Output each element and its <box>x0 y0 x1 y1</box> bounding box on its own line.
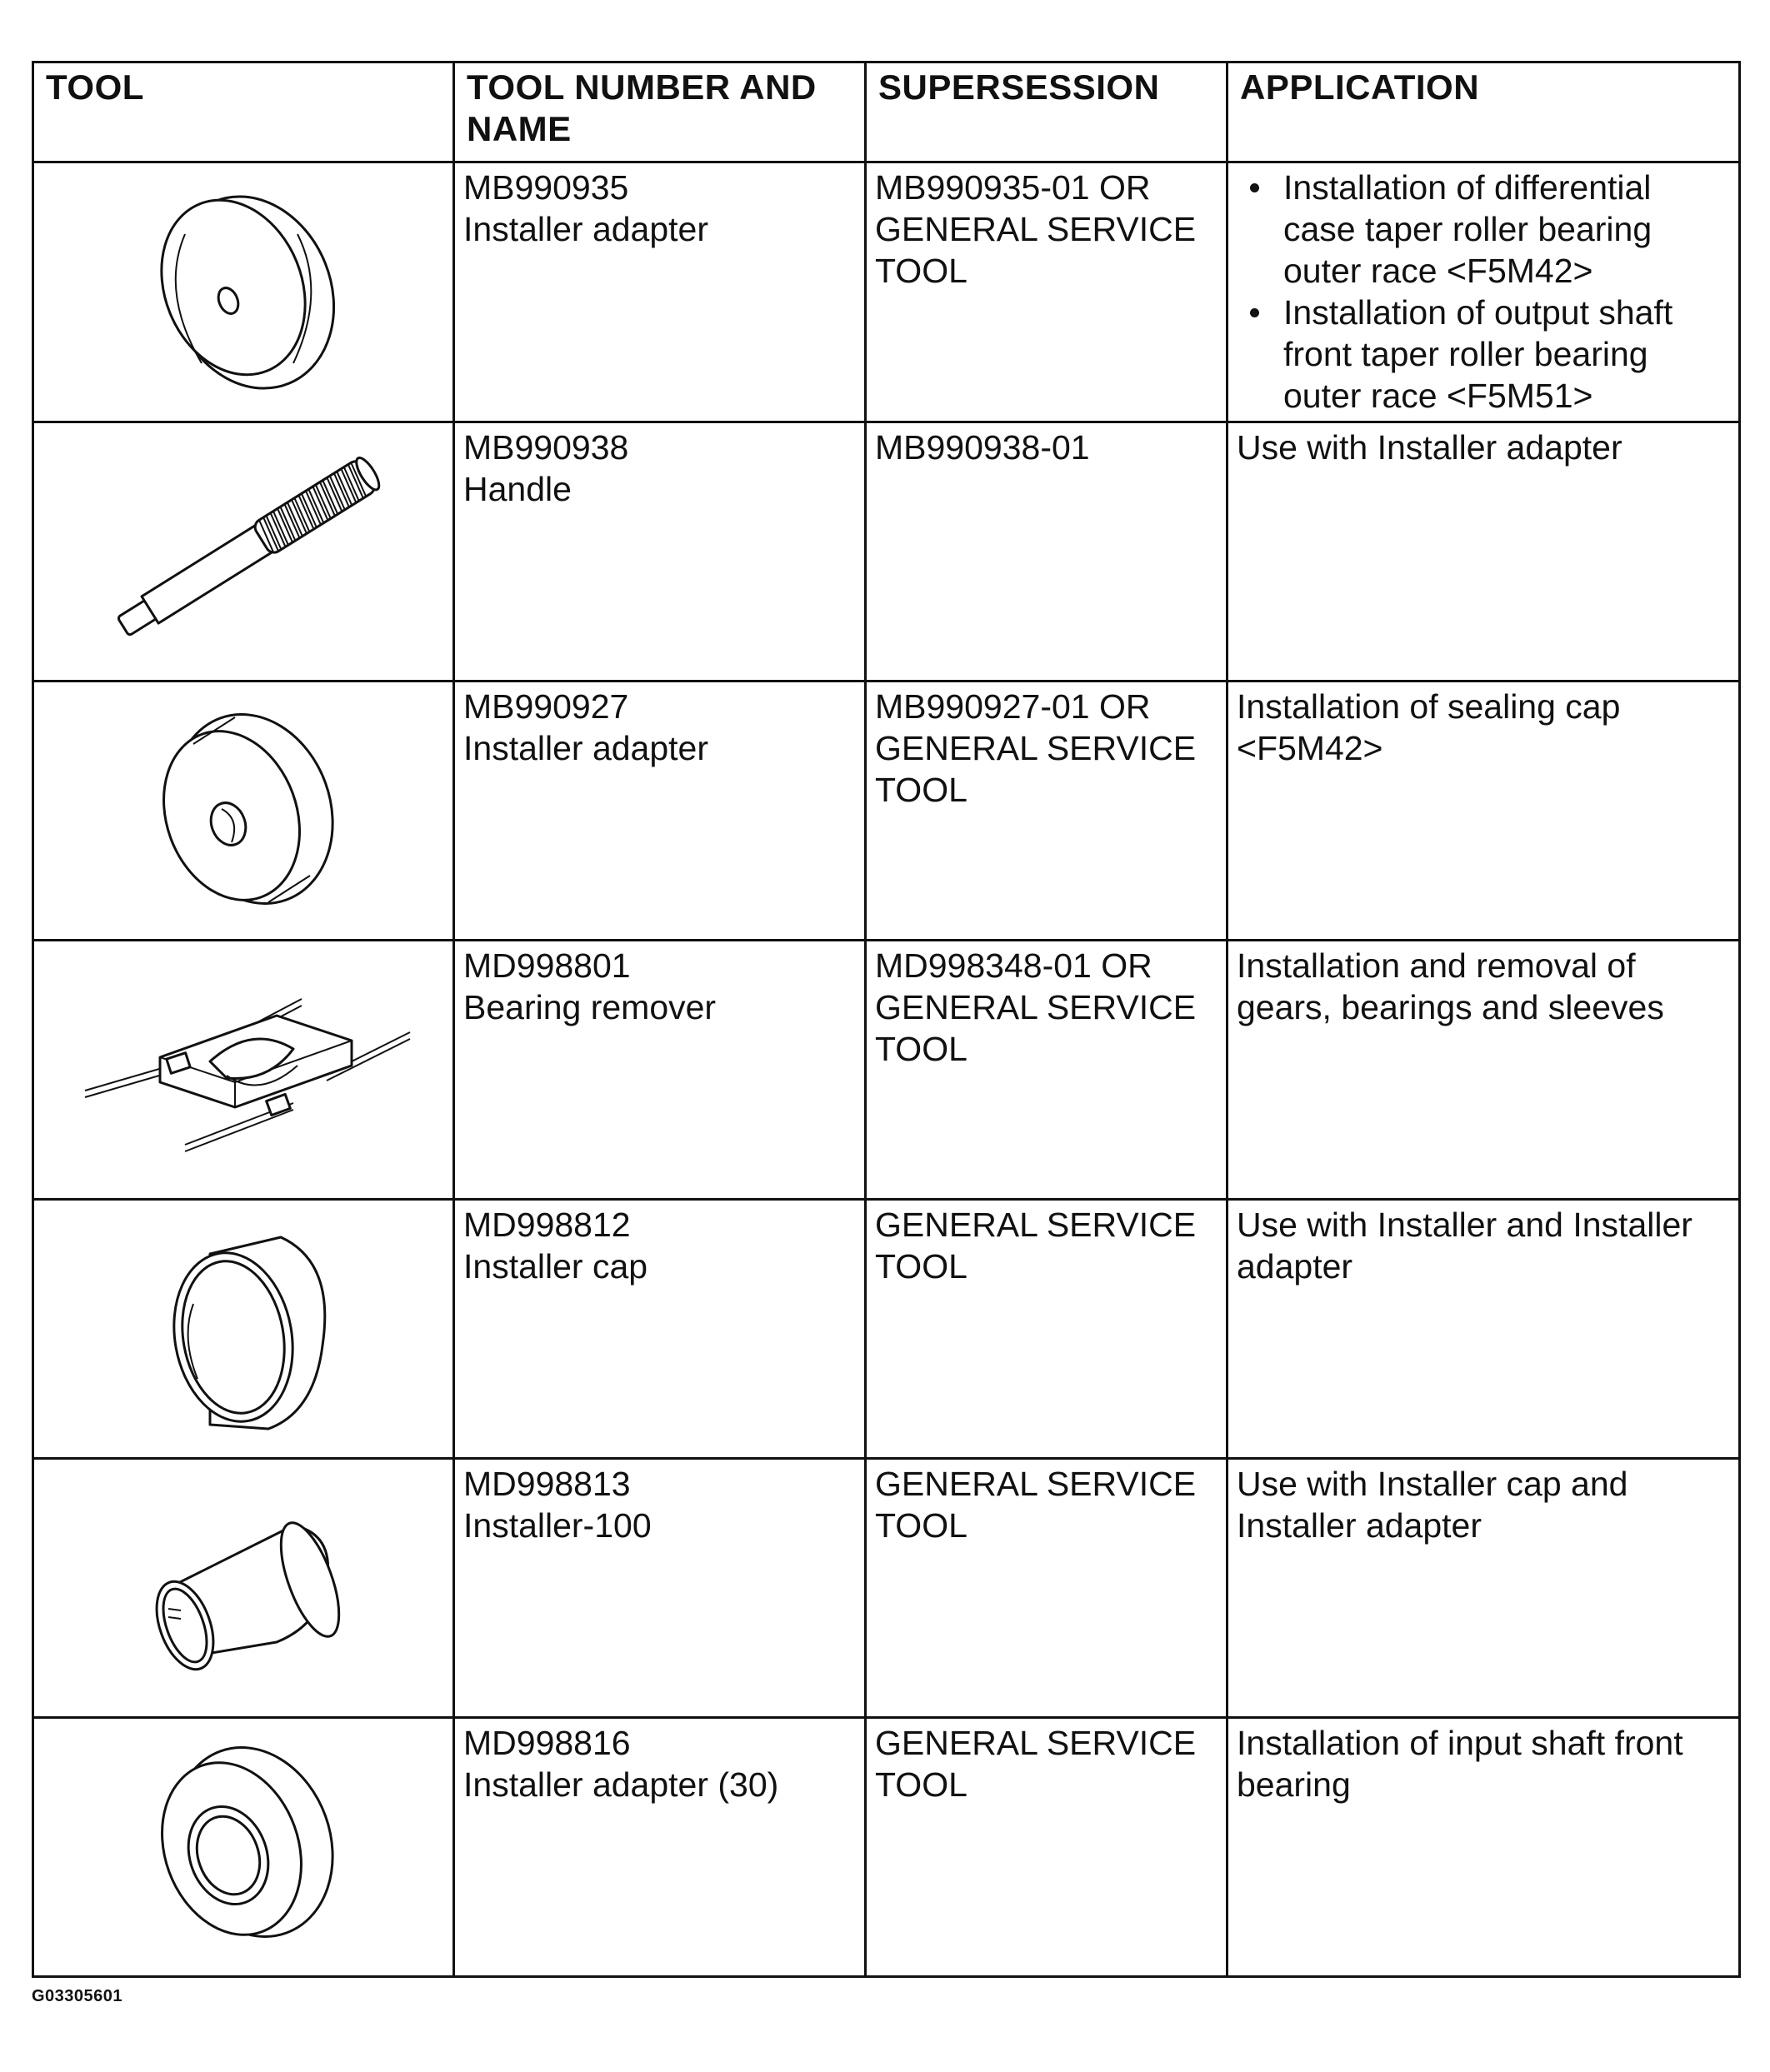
header-supersession: SUPERSESSION <box>866 62 1228 162</box>
application-cell <box>1228 1718 1740 1977</box>
tool-image-cell <box>33 162 454 422</box>
application-line: Installation and removal of <box>1237 946 1636 985</box>
header-application: APPLICATION <box>1228 62 1740 162</box>
tool-number: MD998816 <box>463 1724 631 1762</box>
tool-number-name-cell <box>454 1718 866 1977</box>
tool-name: Installer-100 <box>463 1506 652 1545</box>
tool-image-cell <box>33 941 454 1200</box>
tool-name: Installer adapter <box>463 729 709 767</box>
table-row <box>33 422 1740 682</box>
supersession-line: TOOL <box>875 771 968 809</box>
bearing-remover-icon <box>60 966 427 1174</box>
application-line: Use with Installer adapter <box>1237 428 1622 467</box>
handle-rod-icon <box>68 447 418 656</box>
special-tools-table <box>32 61 1741 1978</box>
supersession-line: GENERAL SERVICE <box>875 729 1197 767</box>
tool-number-name-cell <box>454 941 866 1200</box>
supersession-line: MD998348-01 OR <box>875 946 1152 985</box>
application-cell <box>1228 941 1740 1200</box>
supersession-line: GENERAL SERVICE <box>875 1206 1197 1244</box>
application-line: Installation of input shaft front <box>1237 1724 1683 1762</box>
table-row <box>33 1718 1740 1977</box>
tool-image-cell <box>33 422 454 682</box>
supersession-cell <box>866 162 1228 422</box>
tool-image-cell <box>33 682 454 941</box>
tool-number-name-cell <box>454 682 866 941</box>
tool-image-cell <box>33 1459 454 1718</box>
application-line: front taper roller bearing <box>1283 335 1648 373</box>
application-line: case taper roller bearing <box>1283 210 1652 248</box>
table-row <box>33 1200 1740 1459</box>
supersession-cell <box>866 422 1228 682</box>
supersession-line: MB990935-01 OR <box>875 168 1151 207</box>
tool-number: MD998812 <box>463 1206 631 1244</box>
tool-number: MD998813 <box>463 1465 631 1503</box>
installer-adapter-cup-icon <box>135 694 352 927</box>
tool-name: Installer cap <box>463 1247 648 1286</box>
supersession-cell <box>866 682 1228 941</box>
supersession-line: GENERAL SERVICE <box>875 1724 1197 1762</box>
application-line: Use with Installer and Installer <box>1237 1206 1692 1244</box>
application-cell <box>1228 422 1740 682</box>
supersession-line: MB990927-01 OR <box>875 687 1151 726</box>
table-row <box>33 1459 1740 1718</box>
supersession-line: TOOL <box>875 252 968 290</box>
tool-name: Handle <box>463 470 572 508</box>
figure-code: G03305601 <box>32 1987 123 2005</box>
installer-sleeve-icon <box>127 1484 360 1692</box>
installer-adapter-ring-icon <box>135 1730 352 1964</box>
supersession-cell <box>866 1718 1228 1977</box>
tool-name: Installer adapter <box>463 210 709 248</box>
tool-number: MB990938 <box>463 428 629 467</box>
application-line: Installer adapter <box>1237 1506 1482 1545</box>
supersession-line: MB990938-01 <box>875 428 1090 467</box>
application-line: Installation of differential <box>1283 168 1652 207</box>
supersession-line: GENERAL SERVICE <box>875 988 1197 1026</box>
table-row <box>33 162 1740 422</box>
installer-cap-icon <box>135 1212 352 1445</box>
tool-number-name-cell <box>454 1459 866 1718</box>
application-line: bearing <box>1237 1765 1351 1804</box>
supersession-line: TOOL <box>875 1506 968 1545</box>
supersession-line: GENERAL SERVICE <box>875 1465 1197 1503</box>
installer-adapter-disc-icon <box>135 176 352 409</box>
application-bullet <box>1283 292 1730 417</box>
application-line: adapter <box>1237 1247 1353 1286</box>
supersession-cell <box>866 941 1228 1200</box>
application-line: outer race <F5M51> <box>1283 377 1593 415</box>
supersession-line: GENERAL SERVICE <box>875 210 1197 248</box>
supersession-line: TOOL <box>875 1765 968 1804</box>
header-row <box>33 62 1740 162</box>
tool-name: Bearing remover <box>463 988 717 1026</box>
application-line: Use with Installer cap and <box>1237 1465 1628 1503</box>
application-cell <box>1228 1459 1740 1718</box>
application-cell <box>1228 1200 1740 1459</box>
tool-number: MB990935 <box>463 168 629 207</box>
table-row <box>33 682 1740 941</box>
header-tool-number-and-name: TOOL NUMBER AND NAME <box>454 62 866 162</box>
tool-name: Installer adapter (30) <box>463 1765 779 1804</box>
application-line: gears, bearings and sleeves <box>1237 988 1664 1026</box>
application-line: outer race <F5M42> <box>1283 252 1593 290</box>
header-tool: TOOL <box>33 62 454 162</box>
supersession-cell <box>866 1200 1228 1459</box>
application-bullet <box>1283 167 1730 292</box>
tool-number-name-cell <box>454 162 866 422</box>
supersession-line: TOOL <box>875 1030 968 1068</box>
tool-number: MD998801 <box>463 946 631 985</box>
application-line: Installation of sealing cap <box>1237 687 1621 726</box>
tool-image-cell <box>33 1718 454 1977</box>
application-cell <box>1228 162 1740 422</box>
supersession-cell <box>866 1459 1228 1718</box>
application-line: <F5M42> <box>1237 729 1383 767</box>
tool-image-cell <box>33 1200 454 1459</box>
application-cell <box>1228 682 1740 941</box>
application-bullet-list <box>1237 167 1730 417</box>
supersession-line: TOOL <box>875 1247 968 1286</box>
tool-number-name-cell <box>454 1200 866 1459</box>
tool-number: MB990927 <box>463 687 629 726</box>
tool-number-name-cell <box>454 422 866 682</box>
application-line: Installation of output shaft <box>1283 293 1673 332</box>
table-row <box>33 941 1740 1200</box>
